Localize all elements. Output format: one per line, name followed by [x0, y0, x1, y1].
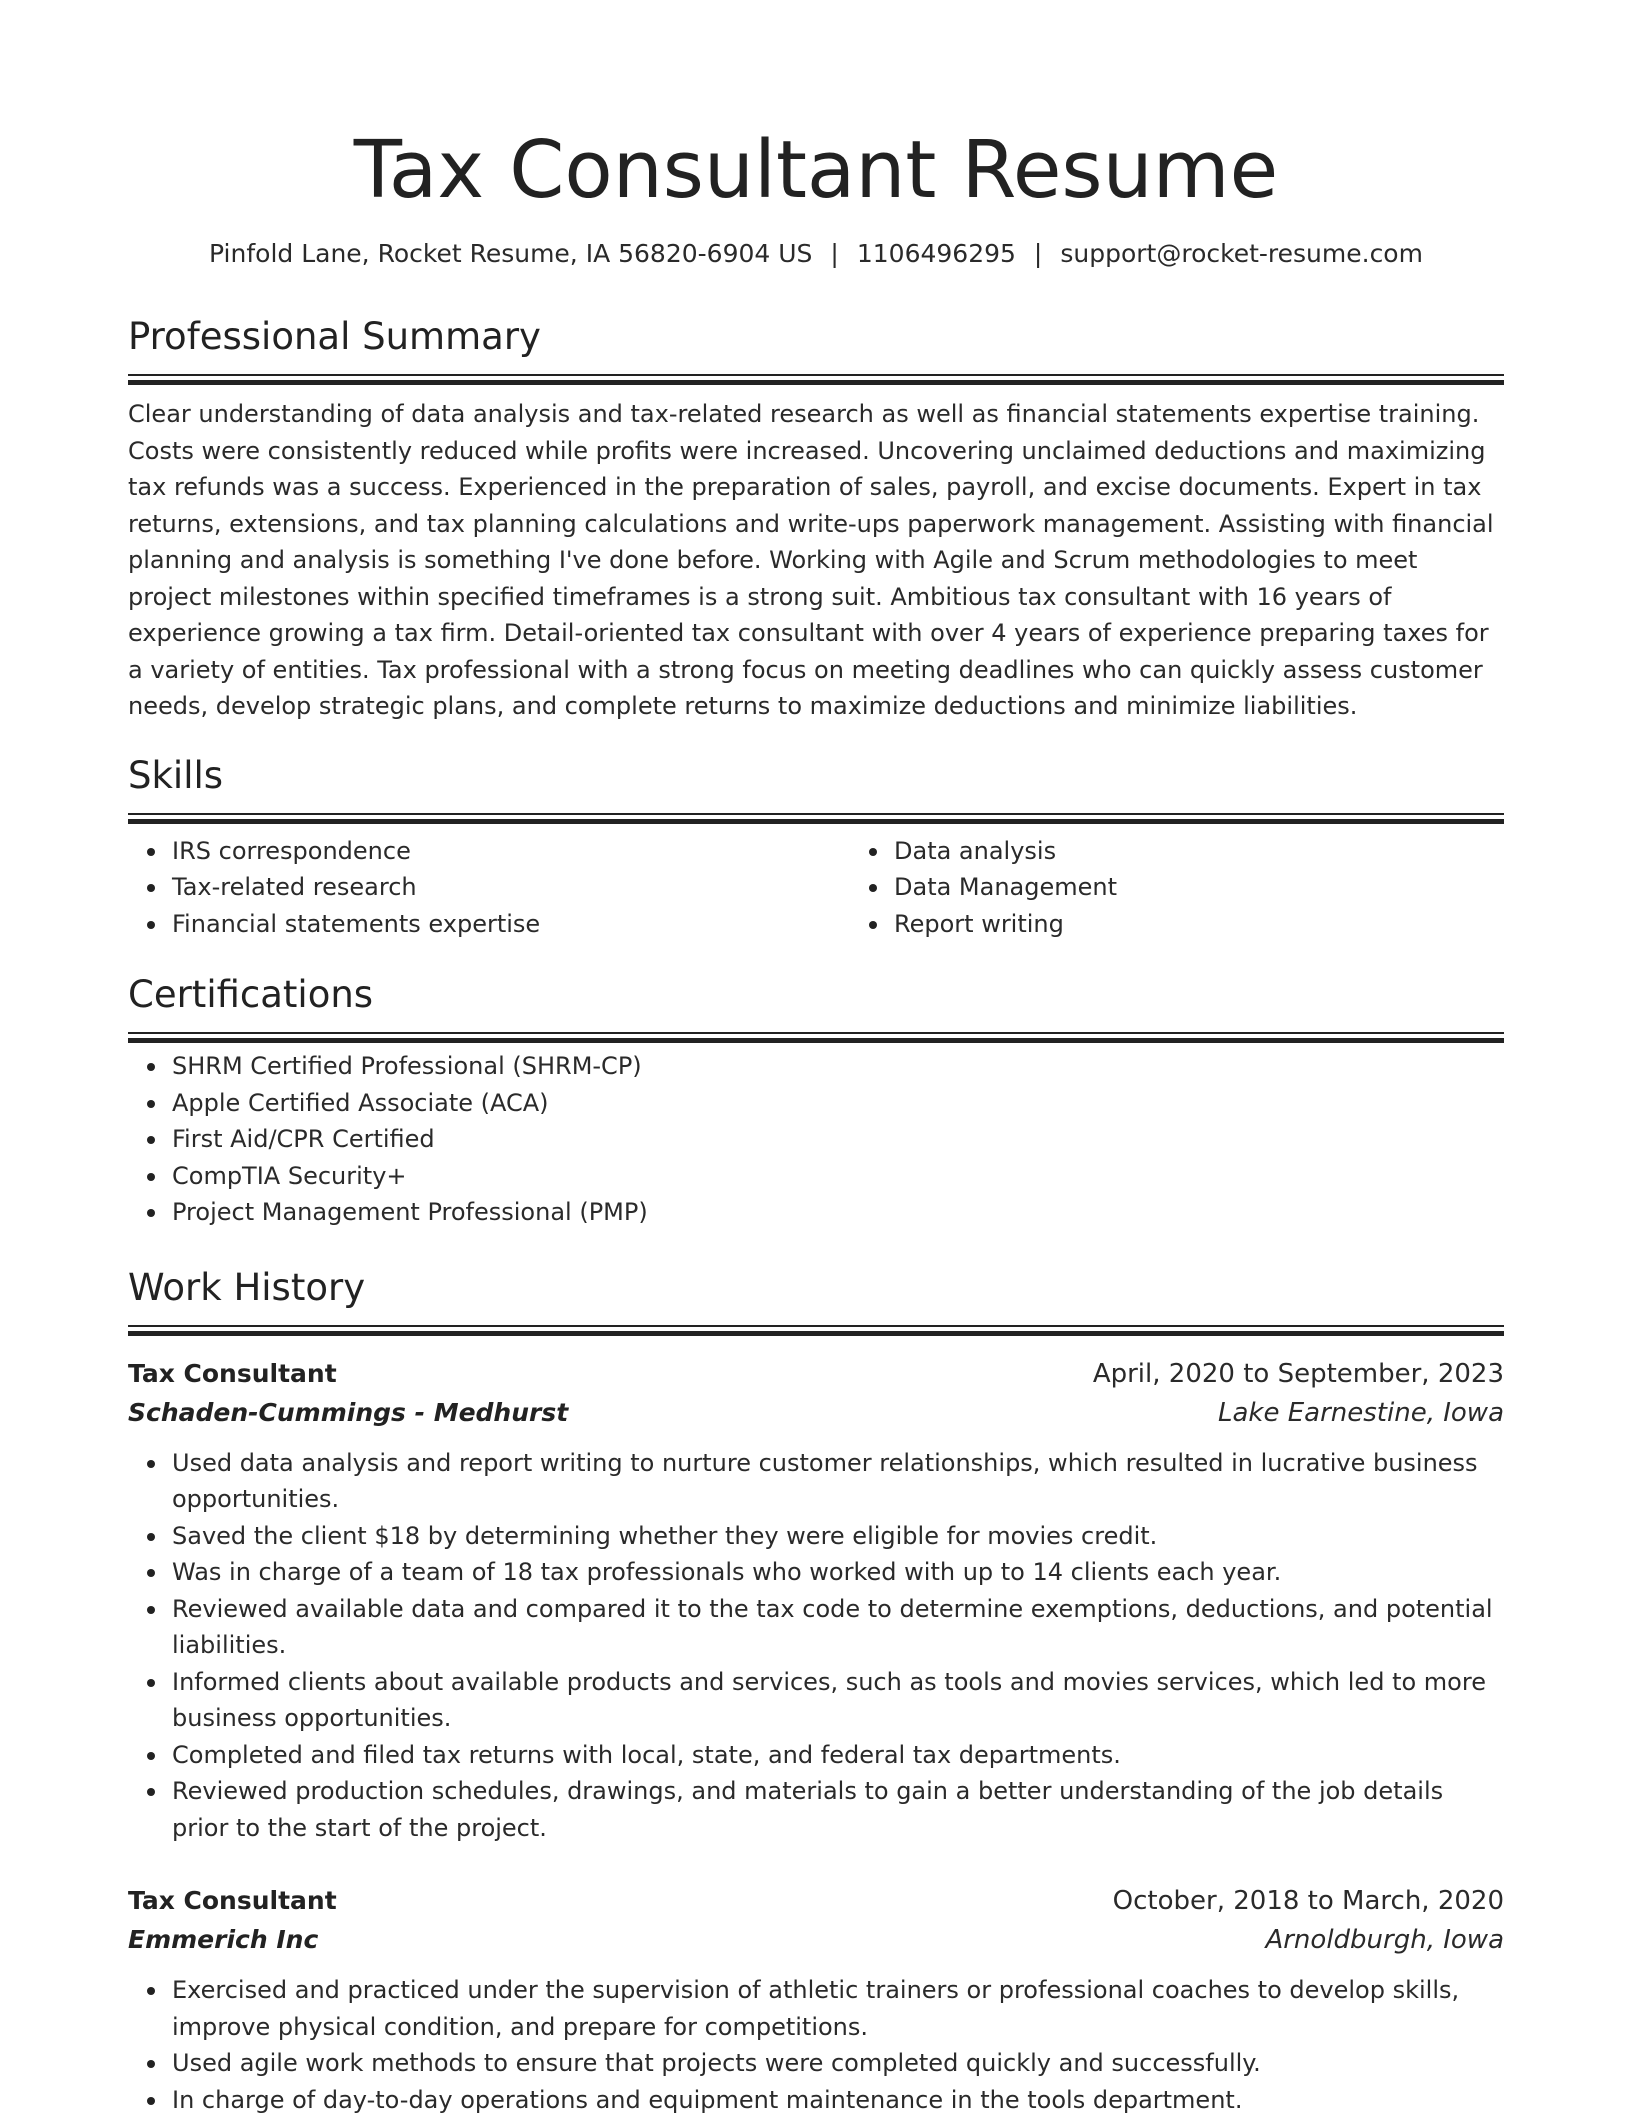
- job-title: Tax Consultant: [128, 1882, 337, 1920]
- job-bullets: [128, 1972, 1504, 2118]
- contact-phone: 1106496295: [857, 239, 1016, 268]
- skills-grid: [128, 833, 1504, 943]
- skill-item: Data analysis: [894, 833, 1572, 870]
- job-location: Arnoldburgh, Iowa: [1265, 1920, 1504, 1960]
- section-heading-skills: Skills: [128, 753, 1504, 799]
- skills-section: [128, 753, 1504, 943]
- skill-item: Report writing: [894, 906, 1572, 943]
- job-entry: [128, 1355, 1504, 1847]
- skills-list-right: [850, 833, 1572, 943]
- job-title: Tax Consultant: [128, 1355, 337, 1393]
- job-header-row: [128, 1882, 1504, 1920]
- section-divider: [128, 374, 1504, 390]
- section-heading-work-history: Work History: [128, 1265, 1504, 1311]
- job-bullet: Completed and filed tax returns with local, state, and federal tax departments.: [172, 1737, 1504, 1774]
- job-company-row: [128, 1920, 1504, 1960]
- job-bullet: Used agile work methods to ensure that projects were completed quickly and successfully.: [172, 2045, 1504, 2082]
- job-header-row: [128, 1355, 1504, 1393]
- job-company: Emmerich Inc: [128, 1920, 318, 1960]
- certification-item: CompTIA Security+: [172, 1158, 1504, 1195]
- contact-address: Pinfold Lane, Rocket Resume, IA 56820-6904 US: [209, 239, 812, 268]
- certifications-section: [128, 972, 1504, 1231]
- job-bullet: Reviewed available data and compared it to the tax code to determine exemptions, deductions, and potential liabilities.: [172, 1591, 1504, 1664]
- job-bullet: Informed clients about available products and services, such as tools and movies services, which led to more business opportunities.: [172, 1664, 1504, 1737]
- job-location: Lake Earnestine, Iowa: [1218, 1393, 1504, 1433]
- contact-line: [128, 236, 1504, 272]
- job-dates: April, 2020 to September, 2023: [1093, 1355, 1504, 1393]
- section-heading-certifications: Certifications: [128, 972, 1504, 1018]
- certification-item: Apple Certified Associate (ACA): [172, 1085, 1504, 1122]
- skills-list-left: [128, 833, 850, 943]
- summary-paragraph: Clear understanding of data analysis and tax-related research as well as financial statements expertise training. Costs were consistently reduced while profits were increased. Uncovering unclaimed deductions and maximizing tax refunds was a success. Experienced in the preparation of sales, payroll, and excise documents. Expert in tax returns, extensions, and tax planning calculations and write-ups paperwork management. Assisting with financial planning and analysis is something I've done before. Working with Agile and Scrum methodologies to meet project milestones within specified timeframes is a strong suit. Ambitious tax consultant with 16 years of experience growing a tax firm. Detail-oriented tax consultant with over 4 years of experience preparing taxes for a variety of entities. Tax professional with a strong focus on meeting deadlines who can quickly assess customer needs, develop strategic plans, and complete returns to maximize deductions and minimize liabilities.: [128, 396, 1504, 725]
- section-heading-summary: Professional Summary: [128, 314, 1504, 360]
- job-bullet: Exercised and practiced under the supervision of athletic trainers or professional coaches to develop skills, improve physical condition, and prepare for competitions.: [172, 1972, 1504, 2045]
- job-dates: October, 2018 to March, 2020: [1113, 1882, 1504, 1920]
- professional-summary-section: [128, 314, 1504, 725]
- job-entry: [128, 1882, 1504, 2118]
- job-company: Schaden-Cummings - Medhurst: [128, 1393, 568, 1433]
- job-bullet: Used data analysis and report writing to nurture customer relationships, which resulted in lucrative business opportunities.: [172, 1445, 1504, 1518]
- work-history-section: [128, 1265, 1504, 2118]
- skill-item: Financial statements expertise: [172, 906, 850, 943]
- skill-item: Data Management: [894, 869, 1572, 906]
- section-divider: [128, 1032, 1504, 1048]
- certification-item: Project Management Professional (PMP): [172, 1194, 1504, 1231]
- contact-email: support@rocket-resume.com: [1060, 239, 1423, 268]
- section-divider: [128, 1325, 1504, 1341]
- resume-title: Tax Consultant Resume: [128, 0, 1504, 222]
- certifications-list: [128, 1048, 1504, 1231]
- resume-page: [128, 0, 1504, 2118]
- job-bullet: Was in charge of a team of 18 tax professionals who worked with up to 14 clients each year.: [172, 1554, 1504, 1591]
- skill-item: IRS correspondence: [172, 833, 850, 870]
- job-bullets: [128, 1445, 1504, 1847]
- skill-item: Tax-related research: [172, 869, 850, 906]
- certification-item: First Aid/CPR Certified: [172, 1121, 1504, 1158]
- job-bullet: Reviewed production schedules, drawings, and materials to gain a better understanding of the job details prior to the start of the project.: [172, 1773, 1504, 1846]
- job-company-row: [128, 1393, 1504, 1433]
- certification-item: SHRM Certified Professional (SHRM-CP): [172, 1048, 1504, 1085]
- job-bullet: Saved the client $18 by determining whether they were eligible for movies credit.: [172, 1518, 1504, 1555]
- contact-separator: |: [812, 236, 856, 272]
- section-divider: [128, 813, 1504, 829]
- contact-separator: |: [1016, 236, 1060, 272]
- job-bullet: In charge of day-to-day operations and equipment maintenance in the tools department.: [172, 2082, 1504, 2118]
